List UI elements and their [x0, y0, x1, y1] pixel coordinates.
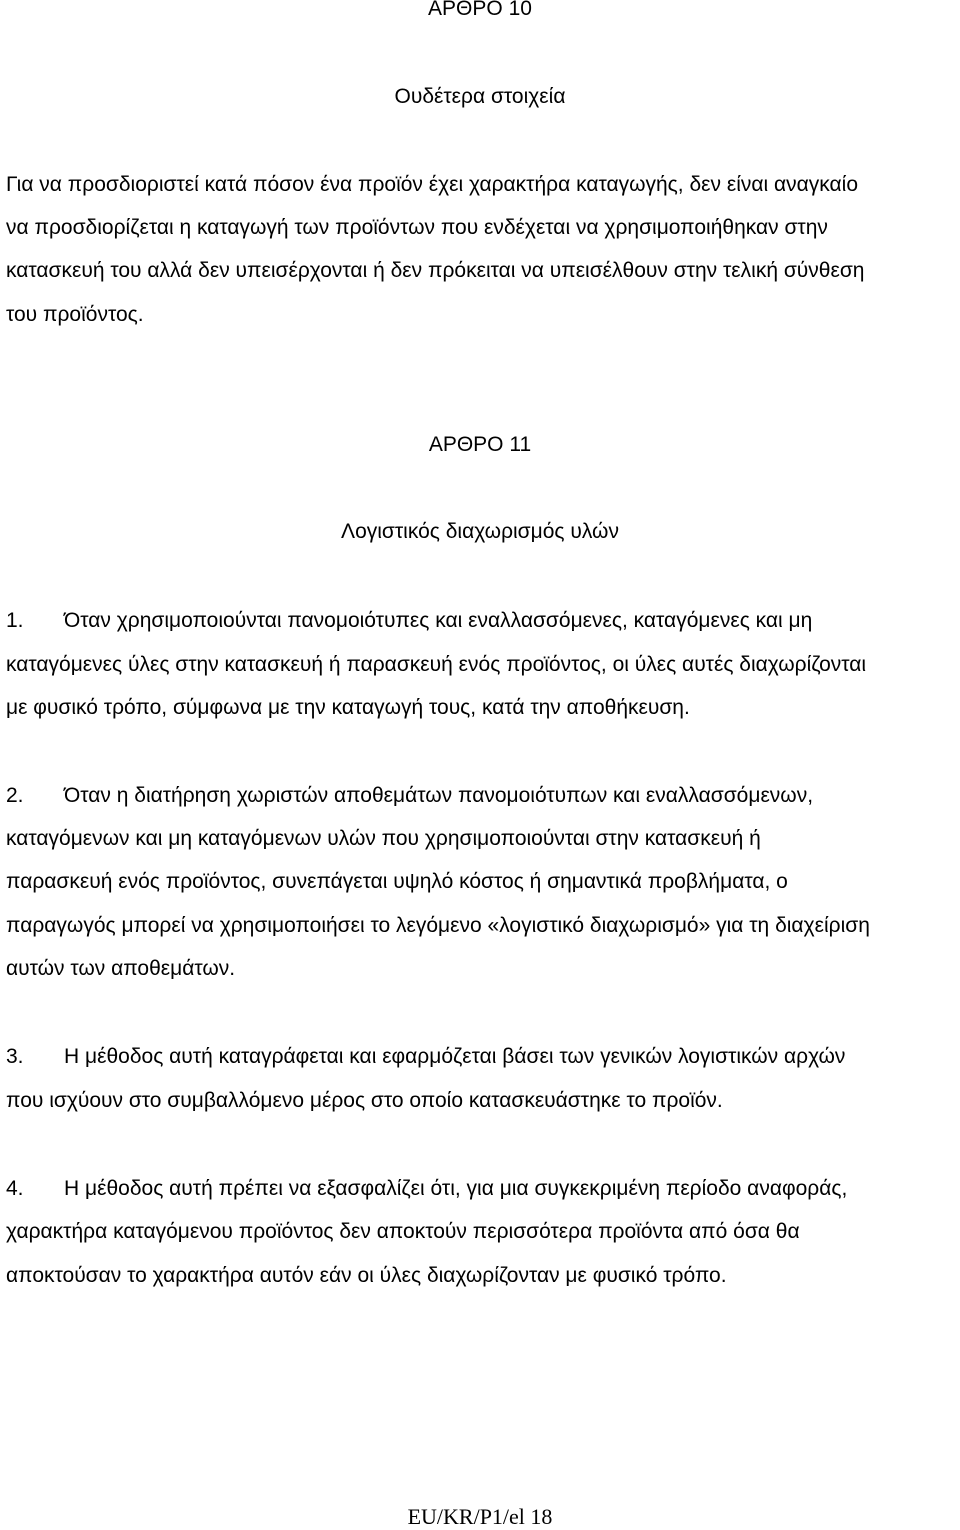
point-number: 2.: [6, 784, 24, 807]
article-10-paragraph-line: Για να προσδιοριστεί κατά πόσον ένα προϊόν έχει χαρακτήρα καταγωγής, δεν είναι αναγκαίο: [6, 173, 859, 196]
point-1-line: [6, 609, 812, 633]
article-11-subtitle: Λογιστικός διαχωρισμός υλών: [341, 520, 619, 543]
article-10-paragraph-line: κατασκευή του αλλά δεν υπεισέρχονται ή δεν πρόκειται να υπεισέλθουν στην τελική σύνθεση: [6, 259, 865, 282]
point-number: 3.: [6, 1045, 24, 1068]
point-number: 4.: [6, 1177, 24, 1200]
point-2-line: αυτών των αποθεμάτων.: [6, 957, 236, 980]
point-text: Η μέθοδος αυτή πρέπει να εξασφαλίζει ότι, για μια συγκεκριμένη περίοδο αναφοράς,: [64, 1177, 848, 1200]
point-text: Όταν η διατήρηση χωριστών αποθεμάτων πανομοιότυπων και εναλλασσόμενων,: [64, 784, 814, 807]
point-4-line: αποκτούσαν το χαρακτήρα αυτόν εάν οι ύλες διαχωρίζονταν με φυσικό τρόπο.: [6, 1264, 727, 1287]
article-11-heading: ΑΡΘΡΟ 11: [428, 433, 532, 456]
point-text: Η μέθοδος αυτή καταγράφεται και εφαρμόζεται βάσει των γενικών λογιστικών αρχών: [64, 1045, 846, 1068]
point-number: 1.: [6, 609, 24, 632]
point-2-line: παρασκευή ενός προϊόντος, συνεπάγεται υψηλό κόστος ή σημαντικά προβλήματα, ο: [6, 870, 788, 893]
page-footer-reference: EU/KR/P1/el 18: [407, 1504, 553, 1529]
point-2-line: [6, 784, 813, 808]
article-10-paragraph-line: να προσδιορίζεται η καταγωγή των προϊόντων που ενδέχεται να χρησιμοποιήθηκαν στην: [6, 216, 828, 239]
point-4-line: [6, 1177, 847, 1201]
article-10-heading: ΑΡΘΡΟ 10: [428, 0, 532, 20]
point-1-line: καταγόμενες ύλες στην κατασκευή ή παρασκευή ενός προϊόντος, οι ύλες αυτές διαχωρίζονται: [6, 653, 867, 676]
point-1-line: με φυσικό τρόπο, σύμφωνα με την καταγωγή τους, κατά την αποθήκευση.: [6, 696, 690, 719]
point-3-line: που ισχύουν στο συμβαλλόμενο μέρος στο οποίο κατασκευάστηκε το προϊόν.: [6, 1089, 723, 1112]
article-10-paragraph-line: του προϊόντος.: [6, 303, 144, 326]
point-text: Όταν χρησιμοποιούνται πανομοιότυπες και εναλλασσόμενες, καταγόμενες και μη: [64, 609, 813, 632]
point-4-line: χαρακτήρα καταγόμενου προϊόντος δεν αποκτούν περισσότερα προϊόντα από όσα θα: [6, 1220, 800, 1243]
point-3-line: [6, 1045, 845, 1069]
article-10-subtitle: Ουδέτερα στοιχεία: [394, 85, 566, 108]
point-2-line: καταγόμενων και μη καταγόμενων υλών που χρησιμοποιούνται στην κατασκευή ή: [6, 827, 761, 850]
point-2-line: παραγωγός μπορεί να χρησιμοποιήσει το λεγόμενο «λογιστικό διαχωρισμό» για τη διαχείριση: [6, 914, 870, 937]
